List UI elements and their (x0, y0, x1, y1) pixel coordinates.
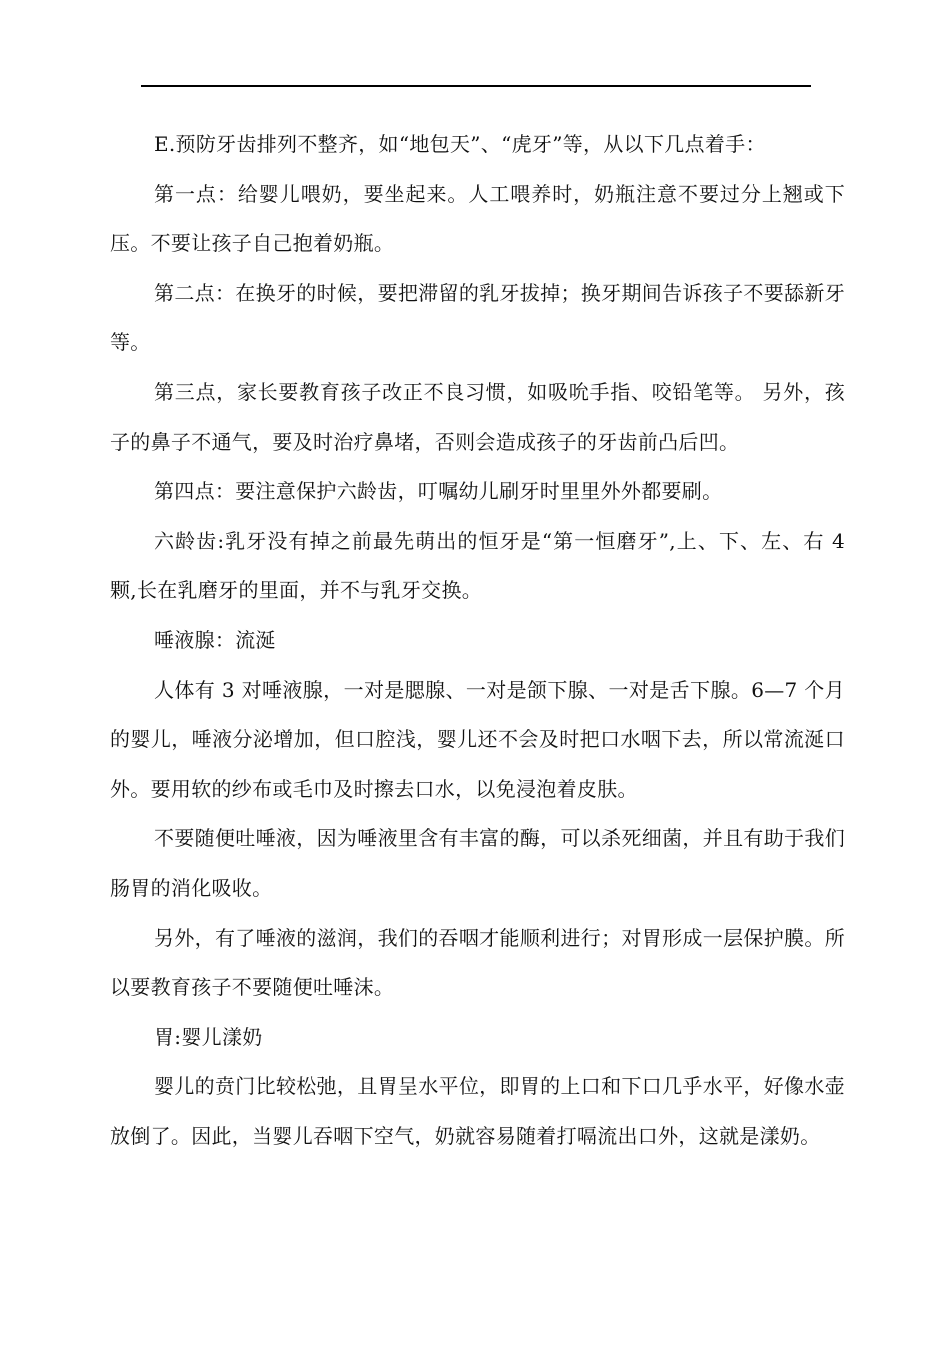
document-body (110, 120, 845, 1161)
paragraph-saliva-protection: 另外，有了唾液的滋润，我们的吞咽才能顺利进行；对胃形成一层保护膜。所以要教育孩子不要随便吐唾沫。 (110, 925, 845, 1000)
paragraph-six-year-molar: 六龄齿:乳牙没有掉之前最先萌出的恒牙是“第一恒磨牙”,上、下、左、右 4 颗,长在乳磨牙的里面，并不与乳牙交换。 (110, 528, 845, 603)
paragraph-point-four: 第四点：要注意保护六龄齿，叮嘱幼儿刷牙时里里外外都要刷。 (154, 479, 723, 504)
paragraph-point-one: 第一点：给婴儿喂奶，要坐起来。人工喂养时，奶瓶注意不要过分上翘或下压。不要让孩子自己抱着奶瓶。 (110, 181, 845, 256)
paragraph-infant-spit-up: 婴儿的贲门比较松弛，且胃呈水平位，即胃的上口和下口几乎水平，好像水壶放倒了。因此，当婴儿吞咽下空气，奶就容易随着打嗝流出口外，这就是漾奶。 (110, 1074, 845, 1148)
header-rule (141, 85, 811, 87)
heading-stomach: 胃:婴儿漾奶 (154, 1024, 263, 1049)
paragraph-point-two: 第二点：在换牙的时候，要把滞留的乳牙拔掉；换牙期间告诉孩子不要舔新牙等。 (110, 280, 845, 355)
heading-salivary-glands: 唾液腺：流涎 (154, 627, 276, 652)
paragraph-prevent-misalignment: E.预防牙齿排列不整齐，如“地包天”、“虎牙”等，从以下几点着手： (154, 132, 766, 156)
paragraph-point-three: 第三点，家长要教育孩子改正不良习惯，如吸吮手指、咬铅笔等。 另外，孩子的鼻子不通气，要及时治疗鼻堵，否则会造成孩子的牙齿前凸后凹。 (110, 379, 845, 454)
paragraph-saliva-enzymes: 不要随便吐唾液，因为唾液里含有丰富的酶，可以杀死细菌，并且有助于我们肠胃的消化吸收。 (110, 826, 845, 900)
paragraph-salivary-glands: 人体有 3 对唾液腺，一对是腮腺、一对是颌下腺、一对是舌下腺。6—7 个月的婴儿，唾液分泌增加，但口腔浅，婴儿还不会及时把口水咽下去，所以常流涎口外。要用软的纱布或毛巾及时擦去口水，以免浸泡着皮肤。 (110, 677, 845, 801)
